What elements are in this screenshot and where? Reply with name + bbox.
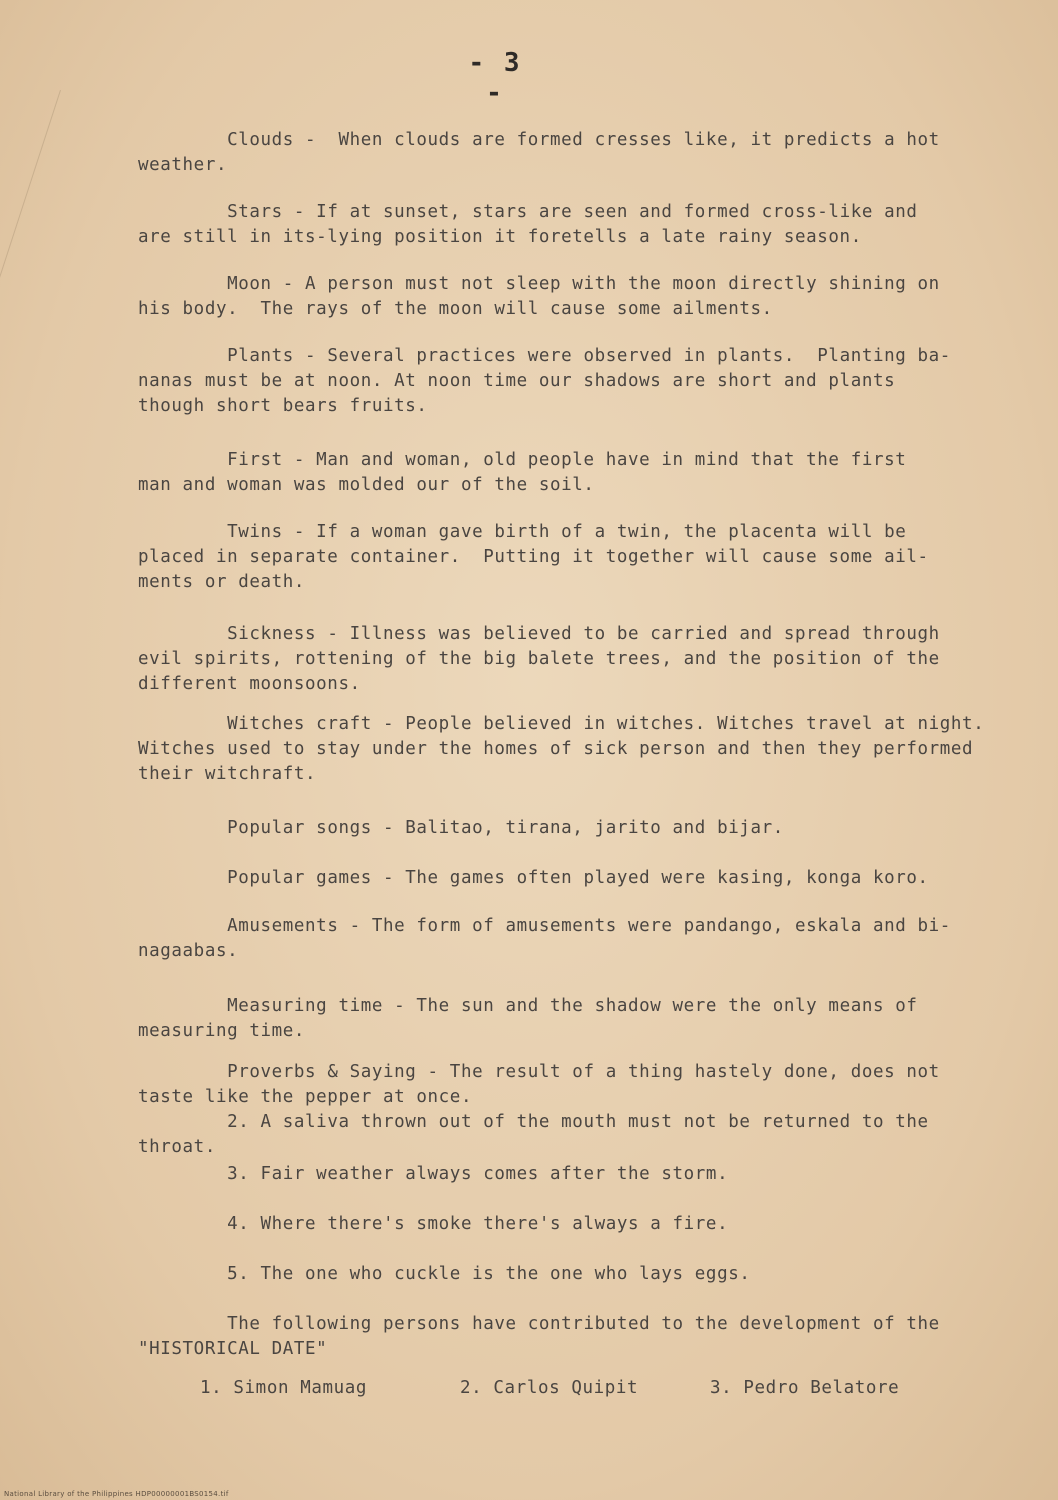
paragraph-clouds: Clouds - When clouds are formed cresses like, it predicts a hot weather. (138, 130, 940, 175)
paragraph-stars: Stars - If at sunset, stars are seen and formed cross-like and are still in its-lying position it foretells a late rainy season. (138, 202, 918, 247)
paragraph-popular-songs: Popular songs - Balitao, tirana, jarito and bijar. (138, 818, 784, 838)
contributor-1: 1. Simon Mamuag (200, 1378, 368, 1398)
paragraph-witchcraft: Witches craft - People believed in witches. Witches travel at night. Witches used to stay under the homes of sick person and then they performed their witchraft. (138, 714, 985, 784)
paragraph-proverb-4: 4. Where there's smoke there's always a fire. (138, 1214, 729, 1234)
page-number: - 3 - (468, 48, 522, 108)
paragraph-proverb-3: 3. Fair weather always comes after the storm. (138, 1164, 729, 1184)
paragraph-measuring-time: Measuring time - The sun and the shadow were the only means of measuring time. (138, 996, 918, 1041)
contributor-2: 2. Carlos Quipit (460, 1378, 639, 1398)
paragraph-popular-games: Popular games - The games often played were kasing, konga koro. (138, 868, 929, 888)
paragraph-contributors: The following persons have contributed to the development of the "HISTORICAL DATE" (138, 1314, 940, 1359)
paragraph-twins: Twins - If a woman gave birth of a twin, the placenta will be placed in separate container. Putting it together will cause some ail- ments or death. (138, 522, 929, 592)
paragraph-sickness: Sickness - Illness was believed to be carried and spread through evil spirits, rottening of the big balete trees, and the position of the different moonsoons. (138, 624, 940, 694)
paragraph-moon: Moon - A person must not sleep with the moon directly shining on his body. The rays of the moon will cause some ailments. (138, 274, 940, 319)
scan-edge-mark (0, 90, 61, 309)
paragraph-proverb-2: 2. A saliva thrown out of the mouth must not be returned to the throat. (138, 1112, 929, 1157)
contributor-3: 3. Pedro Belatore (710, 1378, 900, 1398)
paragraph-plants: Plants - Several practices were observed in plants. Planting ba- nanas must be at noon. At noon time our shadows are short and plants though short bears fruits. (138, 346, 951, 416)
paragraph-first: First - Man and woman, old people have in mind that the first man and woman was molded our of the soil. (138, 450, 907, 495)
archive-footer: National Library of the Philippines HDP00000001BS0154.tif (4, 1490, 229, 1498)
paragraph-proverbs: Proverbs & Saying - The result of a thing hastely done, does not taste like the pepper at once. (138, 1062, 940, 1107)
paragraph-amusements: Amusements - The form of amusements were pandango, eskala and bi- nagaabas. (138, 916, 951, 961)
paragraph-proverb-5: 5. The one who cuckle is the one who lays eggs. (138, 1264, 751, 1284)
